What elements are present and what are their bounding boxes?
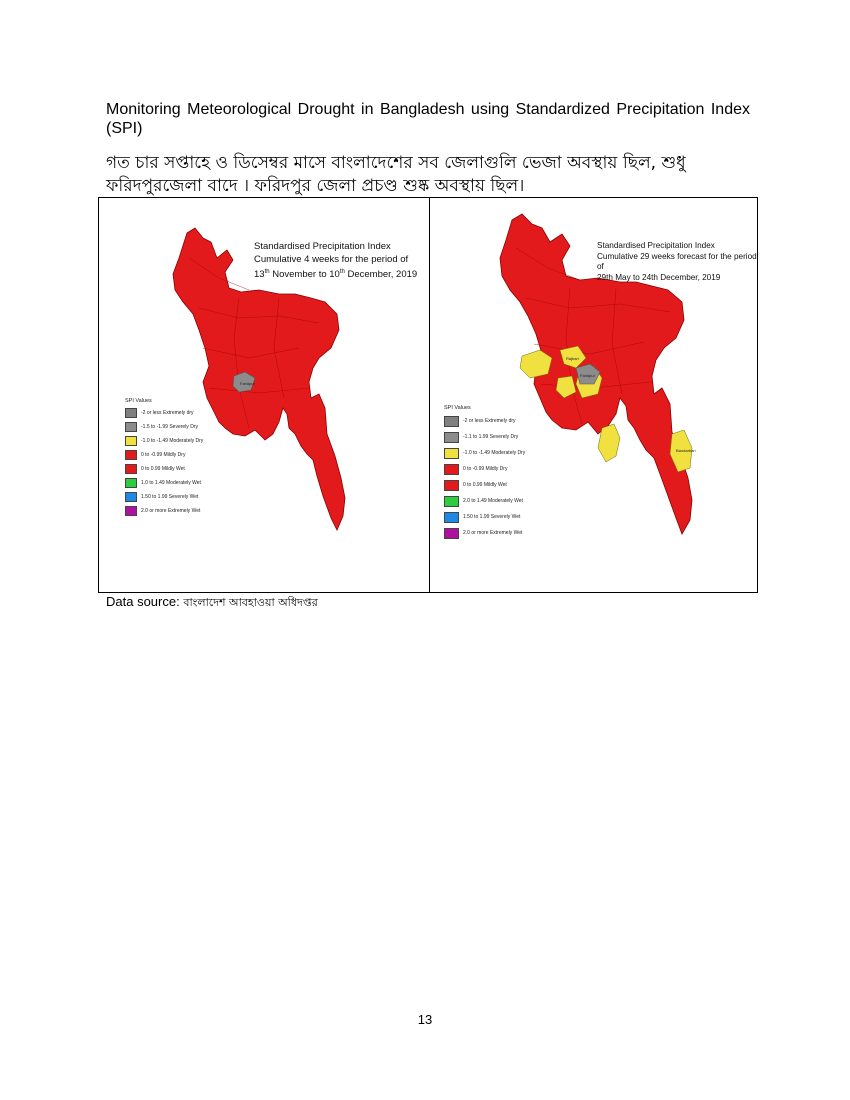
legend-label: 1.50 to 1.99 Severely Wet — [141, 494, 199, 500]
legend-label: -1.5 to -1.99 Severely Dry — [141, 424, 198, 430]
legend-swatch — [444, 448, 459, 459]
right-legend-item — [444, 429, 525, 445]
left-legend-item — [125, 420, 203, 434]
legend-swatch — [444, 464, 459, 475]
legend-swatch — [125, 422, 137, 432]
legend-label: 2.0 to 1.49 Moderately Wet — [463, 498, 523, 504]
right-legend-item — [444, 525, 525, 541]
left-legend-item — [125, 504, 203, 518]
legend-swatch — [125, 436, 137, 446]
legend-label: 1.0 to 1.49 Moderately Wet — [141, 480, 201, 486]
right-legend-item — [444, 493, 525, 509]
right-legend-item — [444, 445, 525, 461]
right-legend-item — [444, 413, 525, 429]
left-legend-title: SPI Values — [125, 398, 152, 404]
legend-label: 0 to -0.99 Mildly Dry — [141, 452, 186, 458]
right-map-title — [597, 241, 760, 283]
right-legend-item — [444, 509, 525, 525]
right-title-line1: Standardised Precipitation Index — [597, 241, 715, 250]
legend-label: 0 to 0.99 Mildly Wet — [463, 482, 507, 488]
rajbari-label: Rajbari — [566, 356, 579, 361]
legend-swatch — [444, 512, 459, 523]
map-panel-4-weeks — [99, 198, 429, 592]
left-legend-item — [125, 434, 203, 448]
legend-swatch — [125, 408, 137, 418]
faridpur-label: Faridpur — [240, 381, 255, 386]
document-title: Monitoring Meteorological Drought in Bangladesh using Standardized Precipitation Index (SPI) — [106, 101, 750, 137]
left-map-title — [254, 240, 417, 281]
left-title-line1: Standardised Precipitation Index — [254, 241, 391, 252]
legend-label: -1.0 to -1.49 Moderately Dry — [463, 450, 526, 456]
right-legend — [444, 405, 525, 541]
legend-label: -1.0 to -1.49 Moderately Dry — [141, 438, 204, 444]
legend-label: -1.1 to 1.99 Severely Dry — [463, 434, 519, 440]
data-source — [106, 594, 318, 613]
legend-label: 2.0 or more Extremely Wet — [141, 508, 201, 514]
legend-swatch — [125, 492, 137, 502]
legend-swatch — [444, 528, 459, 539]
data-source-label: Data source: — [106, 594, 184, 609]
right-title-line2: Cumulative 29 weeks forecast for the period of — [597, 251, 757, 271]
legend-label: 1.50 to 1.99 Severely Wet — [463, 514, 521, 520]
left-title-date: 13th November to 10th December, 2019 — [254, 269, 418, 281]
bangla-summary: গত চার সপ্তাহে ও ডিসেম্বর মাসে বাংলাদেশের সব জেলাগুলি ভেজা অবস্থায় ছিল, শুধু ফরিদপুরজেলা বাদে । ফরিদপুর জেলা প্রচণ্ড শুষ্ক অবস্থায় ছিল। — [106, 153, 686, 196]
faridpur-label: Faridpur — [580, 373, 595, 378]
legend-label: -2 or less Extremely dry — [141, 410, 194, 416]
left-legend-item — [125, 462, 203, 476]
legend-swatch — [125, 450, 137, 460]
right-title-line3: 29th May to 24th December, 2019 — [597, 272, 721, 282]
right-legend-title: SPI Values — [444, 405, 471, 411]
page-number: 13 — [417, 1012, 433, 1027]
legend-swatch — [125, 478, 137, 488]
legend-label: 2.0 or more Extremely Wet — [463, 530, 523, 536]
left-legend-item — [125, 490, 203, 504]
legend-label: 0 to 0.99 Mildly Wet — [141, 466, 185, 472]
right-legend-item — [444, 461, 525, 477]
spi-map-figure — [98, 197, 758, 593]
legend-swatch — [444, 496, 459, 507]
legend-swatch — [125, 506, 137, 516]
legend-swatch — [444, 416, 459, 427]
left-legend-item — [125, 448, 203, 462]
legend-label: -2 or less Extremely dry — [463, 418, 516, 424]
figure-divider — [429, 197, 430, 593]
left-legend — [125, 398, 203, 518]
right-legend-item — [444, 477, 525, 493]
legend-swatch — [444, 480, 459, 491]
legend-swatch — [444, 432, 459, 443]
left-legend-item — [125, 406, 203, 420]
legend-swatch — [125, 464, 137, 474]
left-legend-item — [125, 476, 203, 490]
left-title-line2: Cumulative 4 weeks for the period of — [254, 254, 409, 265]
map-panel-29-weeks — [430, 198, 760, 592]
data-source-value: বাংলাদেশ আবহাওয়া অধিদপ্তর — [183, 596, 318, 609]
bandarban-label: Bandarban — [676, 448, 696, 453]
legend-label: 0 to -0.99 Mildly Dry — [463, 466, 508, 472]
